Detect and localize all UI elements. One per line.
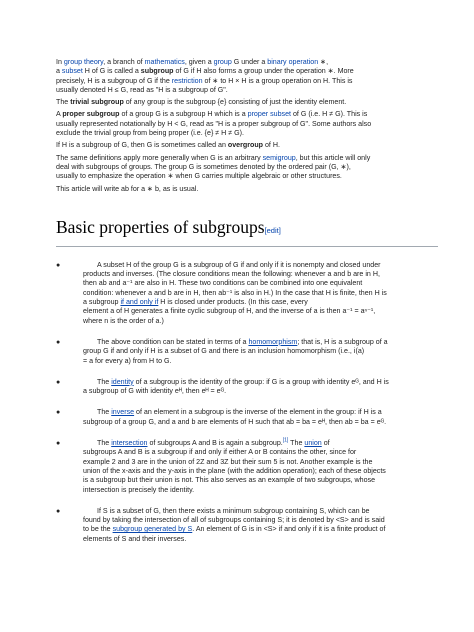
link-group[interactable]: group: [213, 58, 232, 66]
text: A subset H of the group G is a subgroup of G if and only if it is nonempty and closed under: [97, 260, 381, 269]
text: The: [56, 98, 71, 107]
text-line: deal with subgroups of groups. The group G is sometimes denoted by the ordered pair (G, ∗),: [56, 162, 351, 171]
bullet-icon: ●: [56, 338, 61, 346]
text: of any group is the subgroup {e} consisting of just the identity element.: [123, 98, 347, 107]
text-line: found by taking the intersection of all of subgroups containing S; it is denoted by <S> and is said: [83, 516, 385, 525]
text-line: a subgroup of G with identity eᴴ, then eᴴ = eᴳ.: [83, 387, 227, 396]
text: , given a: [184, 58, 214, 66]
text-line: group G if and only if H is a subset of G and there is an inclusion homomorphism (i.e., i(a): [83, 347, 365, 356]
bullet-icon: ●: [56, 440, 61, 448]
bullet-icon: ●: [56, 261, 61, 269]
text: of a subgroup is the identity of the group: if G is a group with identity eᴳ, and H is: [133, 377, 389, 386]
text: of G if H also forms a group under the operation ∗. More: [173, 67, 354, 76]
link-union[interactable]: union: [304, 439, 322, 448]
intro-paragraph-semigroup: [56, 154, 438, 182]
text-line: usually denoted H ≤ G, read as "H is a subgroup of G".: [56, 85, 228, 94]
bullet-icon: ●: [56, 507, 61, 515]
text: of subgroups A and B is again a subgroup.: [147, 439, 283, 448]
intro-paragraph-notation: This article will write ab for a ∗ b, as is usual.: [56, 184, 199, 193]
text: of H.: [262, 141, 280, 150]
link-binary-operation[interactable]: binary operation: [267, 58, 319, 66]
text: a: [56, 67, 62, 76]
link-mathematics[interactable]: mathematics: [144, 58, 185, 66]
text: , but this article will only: [295, 153, 371, 162]
text: of ∗ to H × H is a group operation on H. This is: [202, 76, 353, 85]
link-semigroup[interactable]: semigroup: [262, 153, 296, 162]
text: ; that is, H is a subgroup of a: [297, 337, 388, 346]
text: . An element of G is in <S> if and only if it is a finite product of: [192, 525, 386, 534]
text: The above condition can be stated in terms of a: [97, 337, 249, 346]
link-group-theory[interactable]: group theory: [63, 58, 104, 66]
text-line: intersection is precisely the identity.: [83, 485, 195, 494]
edit-link[interactable]: [edit]: [264, 225, 281, 235]
term-proper-subgroup: proper subgroup: [62, 110, 120, 119]
link-proper-subset[interactable]: proper subset: [247, 110, 292, 119]
text: of G (i.e. H ≠ G). This is: [291, 110, 368, 119]
text-line: example 2 and 3 are in the union of 2Z and 3Z but their sum 5 is not. Another example is the: [83, 457, 373, 466]
list-item: [56, 507, 438, 544]
text: a subgroup: [83, 298, 121, 307]
bullet-icon: ●: [56, 409, 61, 417]
text: The: [97, 439, 112, 448]
text-line: usually to emphasize the operation ∗ when G carries multiple algebraic or other structures.: [56, 172, 342, 181]
text-line: where n is the order of a.): [83, 316, 164, 325]
link-homomorphism[interactable]: homomorphism: [248, 337, 298, 346]
term-subgroup: subgroup: [140, 67, 174, 76]
text: H of G is called a: [82, 67, 141, 76]
text-line: is a subgroup but their union is not. This also serves as an example of two subgroups, whose: [83, 476, 376, 485]
text-line: exclude the trivial group from being proper (i.e. {e} ≠ H ≠ G).: [56, 129, 244, 138]
text-line: condition: whenever a and b are in H, then ab⁻¹ is also in H.) In the case that H is finite, then H is: [83, 288, 387, 297]
link-identity[interactable]: identity: [111, 377, 134, 386]
text: The same definitions apply more generally when G is an arbitrary: [56, 153, 263, 162]
intro-paragraph-definition: [56, 58, 438, 95]
list-item: [56, 261, 438, 326]
text: A: [56, 110, 63, 119]
text: to be the: [83, 525, 113, 534]
text: of a group G is a subgroup H which is a: [119, 110, 248, 119]
intro-paragraph-overgroup: [56, 141, 438, 150]
text-line: elements of S and their inverses.: [83, 534, 187, 543]
text: , a branch of: [103, 58, 145, 66]
term-overgroup: overgroup: [227, 141, 263, 150]
link-if-and-only-if[interactable]: if and only if: [120, 298, 159, 307]
text-line: subgroups A and B is a subgroup if and only if either A or B contains the other, since for: [83, 448, 357, 457]
citation-link[interactable]: [1]: [282, 437, 289, 444]
text-line: then ab and a⁻¹ are also in H. These two conditions can be combined into one equivalent: [83, 279, 363, 288]
bullet-icon: ●: [56, 378, 61, 386]
text: If S is a subset of G, then there exists a minimum subgroup containing S, which can be: [97, 506, 370, 515]
text-line: subgroup of a group G, and a and b are elements of H such that ab = ba = eᴴ, then ab = ba = eᴳ.: [83, 417, 387, 426]
text: The: [97, 408, 112, 417]
text: If H is a subgroup of G, then G is sometimes called an: [56, 141, 228, 150]
text-line: usually represented notationally by H < G, read as "H is a proper subgroup of G". Some authors also: [56, 119, 372, 128]
intro-paragraph-trivial: [56, 98, 438, 107]
term-trivial-subgroup: trivial subgroup: [70, 98, 124, 107]
text: In: [56, 58, 64, 66]
intro-paragraph-proper: [56, 110, 438, 138]
text: ∗,: [318, 58, 329, 66]
link-subset[interactable]: subset: [61, 67, 83, 76]
section-heading: [56, 216, 438, 247]
text: The: [288, 439, 305, 448]
text: precisely, H is a subgroup of G if the: [56, 76, 172, 85]
list-item: [56, 338, 438, 366]
text-line: element a of H generates a finite cyclic subgroup of H, and the inverse of a is then a⁻¹ = aⁿ⁻¹,: [83, 307, 376, 316]
list-item: [56, 378, 438, 397]
text: H is closed under products. (In this case, every: [158, 298, 308, 307]
text-line: = a for every a) from H to G.: [83, 356, 172, 365]
link-subgroup-generated[interactable]: subgroup generated by S: [112, 525, 193, 534]
link-intersection[interactable]: intersection: [111, 439, 148, 448]
text-line: union of the x-axis and the y-axis in the plane (with the addition operation); each of these objects: [83, 466, 386, 475]
properties-list: [56, 261, 438, 544]
section-title: Basic properties of subgroups: [56, 216, 265, 237]
text: The: [97, 377, 112, 386]
list-item: [56, 439, 438, 495]
text-line: products and inverses. (The closure conditions mean the following: whenever a and b are in H,: [83, 270, 380, 279]
text: G under a: [231, 58, 268, 66]
text: of: [321, 439, 330, 448]
text: of an element in a subgroup is the inverse of the element in the group: if H is a: [134, 408, 382, 417]
list-item: [56, 408, 438, 427]
link-restriction[interactable]: restriction: [171, 76, 203, 85]
link-inverse[interactable]: inverse: [111, 408, 135, 417]
